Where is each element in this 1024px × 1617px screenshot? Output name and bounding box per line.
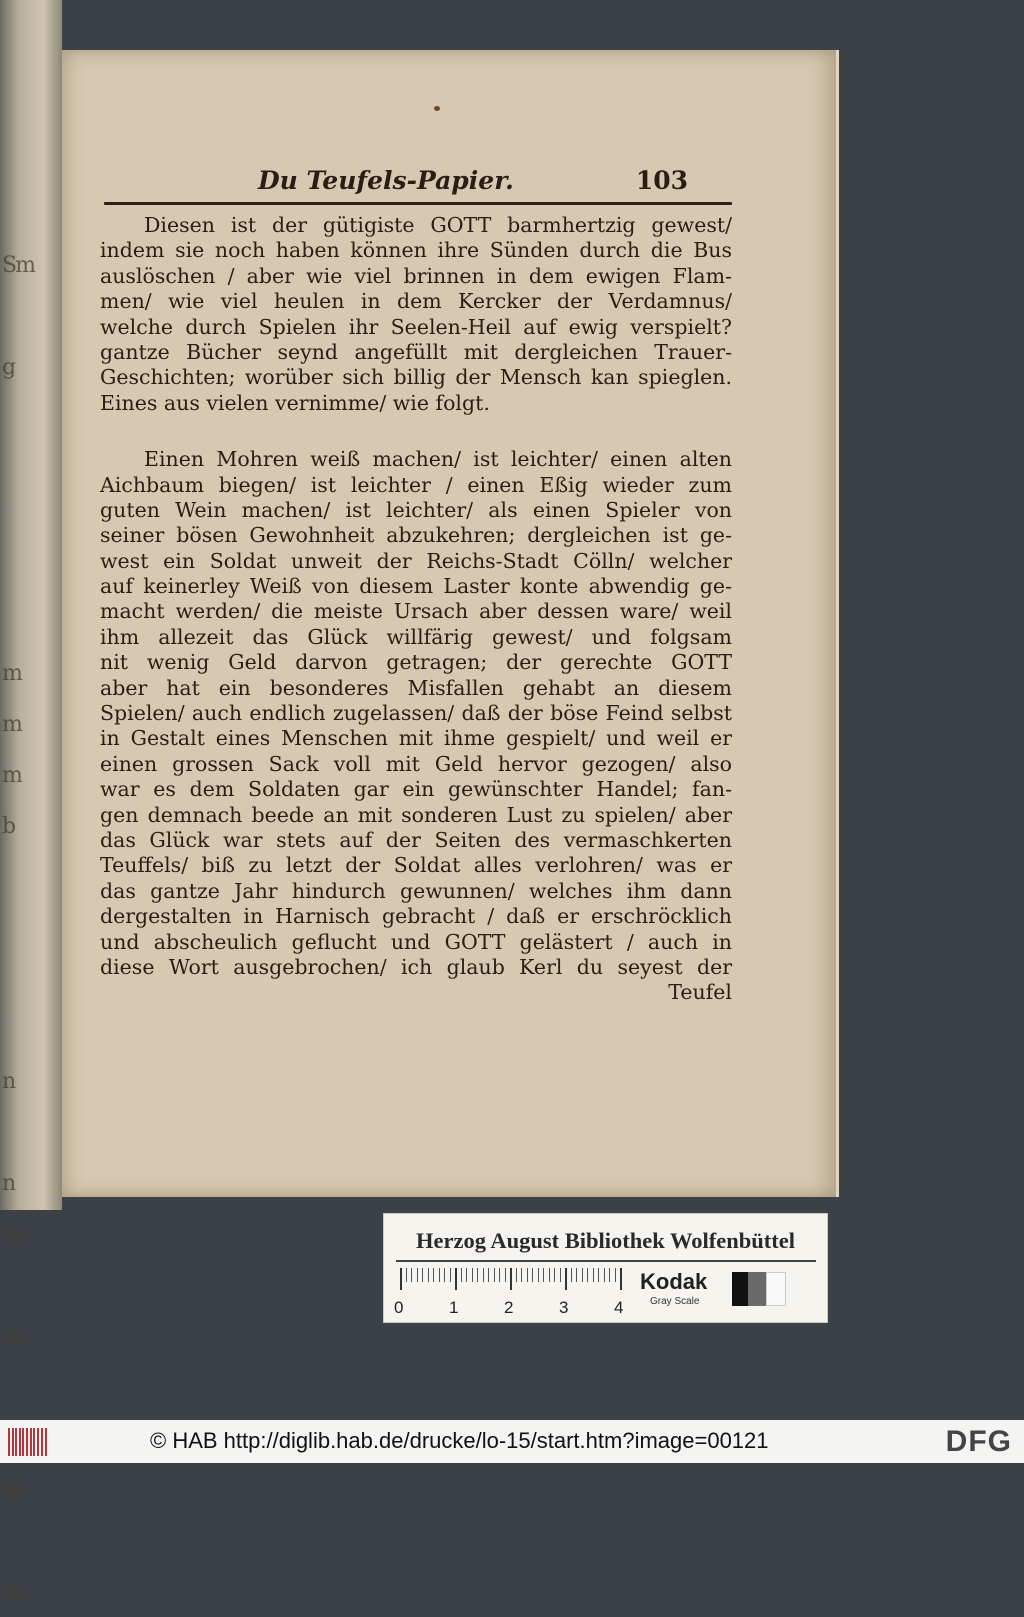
scale-tick	[576, 1268, 577, 1282]
barcode-bar	[22, 1428, 24, 1456]
library-name: Herzog August Bibliothek Wolfenbüttel	[416, 1228, 795, 1253]
barcode-bar	[26, 1428, 28, 1456]
barcode-bar	[8, 1428, 10, 1456]
footer-bar	[0, 1420, 1024, 1463]
book-page	[62, 50, 839, 1197]
barcode-bar	[19, 1428, 21, 1456]
barcode-bar	[37, 1428, 39, 1456]
scale-number: 0	[394, 1298, 404, 1317]
scale-tick	[444, 1268, 445, 1282]
text-line: macht werden/ die meiste Ursach aber dessen ware/ weil	[100, 599, 732, 624]
scale-tick	[510, 1268, 512, 1290]
scale-tick	[598, 1268, 599, 1282]
scale-tick	[620, 1268, 622, 1290]
scale-tick	[450, 1268, 451, 1282]
text-line: ihm allezeit das Glück willfärig gewest/ und folgsam	[100, 624, 732, 649]
scale-tick	[466, 1268, 467, 1282]
scale-number: 1	[449, 1298, 459, 1317]
scale-tick	[422, 1268, 423, 1282]
facing-page-fragments: Sm g m m m b n n m m m m	[2, 253, 34, 1604]
scale-tick	[560, 1268, 561, 1282]
text-line: war es dem Soldaten gar ein gewünschter Handel; fan-	[100, 777, 732, 802]
text-line: gen demnach beede an mit sonderen Lust zu spielen/ aber	[100, 802, 732, 827]
scale-tick	[615, 1268, 616, 1282]
color-scale-card	[383, 1213, 828, 1323]
scale-tick	[411, 1268, 412, 1282]
text-line: Teuffels/ biß zu letzt der Soldat alles verlohren/ was er	[100, 853, 732, 878]
text-line: dergestalten in Harnisch gebracht / daß er erschröcklich	[100, 904, 732, 929]
scale-tick	[516, 1268, 517, 1282]
scale-tick	[571, 1268, 572, 1282]
scale-tick	[521, 1268, 522, 1282]
text-line: welche durch Spielen ihr Seelen-Heil auf ewig verspielt?	[100, 314, 732, 339]
scale-tick	[472, 1268, 473, 1282]
scale-tick	[439, 1268, 440, 1282]
catchword: Teufel	[668, 980, 732, 1005]
ink-speck	[434, 106, 440, 111]
scale-number: 2	[504, 1298, 514, 1317]
text-line: Eines aus vielen vernimme/ wie folgt.	[100, 390, 490, 415]
scale-tick	[488, 1268, 489, 1282]
scale-number: 3	[559, 1298, 569, 1317]
facing-page-edge	[0, 0, 62, 1604]
text-line: seiner bösen Gewohnheit abzukehren; dergleichen ist ge-	[100, 523, 732, 548]
scale-tick	[477, 1268, 478, 1282]
scale-tick	[400, 1268, 402, 1290]
scale-tick	[587, 1268, 588, 1282]
scale-tick	[417, 1268, 418, 1282]
text-line: west ein Soldat unweit der Reichs-Stadt Cölln/ welcher	[100, 548, 732, 573]
text-line: men/ wie viel heulen in dem Kercker der Verdamnus/	[100, 289, 732, 314]
text-line: nit wenig Geld darvon getragen; der gerechte GOTT	[100, 650, 732, 675]
header-rule	[104, 202, 732, 205]
swatch-white	[766, 1272, 786, 1306]
text-line: auslöschen / aber wie viel brinnen in dem ewigen Flam-	[100, 263, 732, 288]
page-header	[258, 166, 688, 200]
barcode-icon	[8, 1428, 50, 1456]
text-line: Diesen ist der gütigiste GOTT barmhertzig gewest/	[144, 213, 732, 237]
text-line: Geschichten; worüber sich billig der Mensch kan spieglen.	[100, 365, 732, 390]
gray-scale-label: Gray Scale	[650, 1296, 700, 1307]
text-line: das gantze Jahr hindurch gewunnen/ welches ihm dann	[100, 878, 732, 903]
scale-tick	[532, 1268, 533, 1282]
scale-tick	[455, 1268, 457, 1290]
scale-tick	[582, 1268, 583, 1282]
text-line: einen grossen Sack voll mit Geld hervor gezogen/ also	[100, 751, 732, 776]
scale-tick	[604, 1268, 605, 1282]
scale-tick	[593, 1268, 594, 1282]
barcode-bar	[41, 1428, 43, 1456]
scale-tick	[499, 1268, 500, 1282]
scale-tick	[494, 1268, 495, 1282]
text-line: Aichbaum biegen/ ist leichter / einen Eßig wieder zum	[100, 472, 732, 497]
barcode-bar	[12, 1428, 14, 1456]
scale-tick	[406, 1268, 407, 1282]
text-line: auf keinerley Weiß von diesem Laster konte abwendig ge-	[100, 574, 732, 599]
scale-tick	[538, 1268, 539, 1282]
text-line: diese Wort ausgebrochen/ ich glaub Kerl du seyest der	[100, 954, 732, 979]
scale-tick	[565, 1268, 567, 1290]
scale-tick	[549, 1268, 550, 1282]
text-line: indem sie noch haben können ihre Sünden durch die Bus	[100, 238, 732, 263]
scale-tick	[433, 1268, 434, 1282]
copyright-link[interactable]: © HAB http://diglib.hab.de/drucke/lo-15/start.htm?image=00121	[150, 1428, 769, 1453]
swatch-black	[732, 1272, 748, 1306]
swatch-gray	[748, 1272, 766, 1306]
text-line: aber hat ein besonderes Misfallen gehabt an diesem	[100, 675, 732, 700]
scale-tick	[554, 1268, 555, 1282]
measuring-scale	[400, 1268, 624, 1290]
scale-tick	[505, 1268, 506, 1282]
text-line: und abscheulich geflucht und GOTT gelästert / auch in	[100, 929, 732, 954]
kodak-logo: Kodak	[640, 1269, 708, 1294]
scale-tick	[483, 1268, 484, 1282]
barcode-bar	[15, 1428, 17, 1456]
scale-number: 4	[614, 1298, 624, 1317]
paragraph-gap	[100, 416, 732, 447]
scale-tick	[527, 1268, 528, 1282]
barcode-bar	[45, 1428, 47, 1456]
text-line: gantze Bücher seynd angefüllt mit dergleichen Trauer-	[100, 339, 732, 364]
dfg-logo: DFG	[945, 1425, 1012, 1458]
scale-tick	[428, 1268, 429, 1282]
text-line: das Glück war stets auf der Seiten des vermaschkerten	[100, 827, 732, 852]
barcode-bar	[30, 1428, 32, 1456]
scale-tick	[461, 1268, 462, 1282]
page-number: 103	[635, 166, 688, 195]
gray-swatches	[732, 1272, 786, 1306]
scale-tick	[543, 1268, 544, 1282]
scale-numbers	[394, 1298, 634, 1316]
text-line: Einen Mohren weiß machen/ ist leichter/ einen alten	[144, 447, 732, 472]
running-head: Du Teufels-Papier.	[258, 166, 514, 195]
scale-tick	[609, 1268, 610, 1282]
body-text	[100, 213, 732, 1006]
text-line: in Gestalt eines Menschen mit ihme gespielt/ und weil er	[100, 726, 732, 751]
card-divider	[396, 1260, 816, 1262]
barcode-bar	[33, 1428, 35, 1456]
text-line: Spielen/ auch endlich zugelassen/ daß der böse Feind selbst	[100, 701, 732, 726]
text-line: guten Wein machen/ ist leichter/ als einen Spieler von	[100, 497, 732, 522]
